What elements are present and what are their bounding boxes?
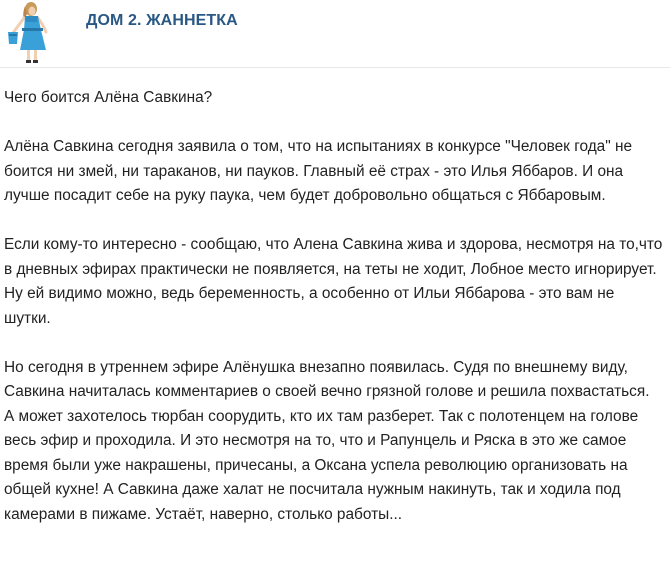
post-headline: Чего боится Алёна Савкина? bbox=[4, 89, 213, 106]
post-header bbox=[0, 0, 670, 67]
avatar[interactable] bbox=[0, 0, 66, 66]
avatar-girl-blue-dress-icon bbox=[0, 0, 66, 66]
post-text bbox=[4, 86, 664, 552]
post-paragraph: Но сегодня в утреннем эфире Алёнушка внезапно появилась. Судя по внешнему виду, Савкина начиталась комментариев о своей вечно грязной голове и решила похвастаться. А может захотелось тюрбан соорудить, кто их там разберет. Так с полотенцем на голове весь эфир и проходила. И это несмотря на то, что и Рапунцель и Ряска в это же самое время были уже накрашены, причесаны, а Оксана успела революцию организовать на общей кухне! А Савкина даже халат не посчитала нужным накинуть, так и ходила под камерами в пижаме. Устаёт, наверно, столько работы... bbox=[4, 358, 650, 523]
channel-title[interactable]: ДОМ 2. ЖАННЕТКА bbox=[86, 12, 238, 29]
header-divider bbox=[0, 67, 670, 68]
post-paragraph: Алёна Савкина сегодня заявила о том, что на испытаниях в конкурсе "Человек года" не боится ни змей, ни тараканов, ни пауков. Главный её страх - это Илья Яббаров. И она лучше посадит себе на руку паука, чем будет добровольно общаться с Яббаровым. bbox=[4, 138, 633, 204]
post-paragraph: Если кому-то интересно - сообщаю, что Алена Савкина жива и здорова, несмотря на то,что в дневных эфирах практически не появляется, на теты не ходит, Лобное место игнорирует. Ну ей видимо можно, ведь беременность, а особенно от Ильи Яббарова - это вам не шутки. bbox=[4, 236, 663, 327]
